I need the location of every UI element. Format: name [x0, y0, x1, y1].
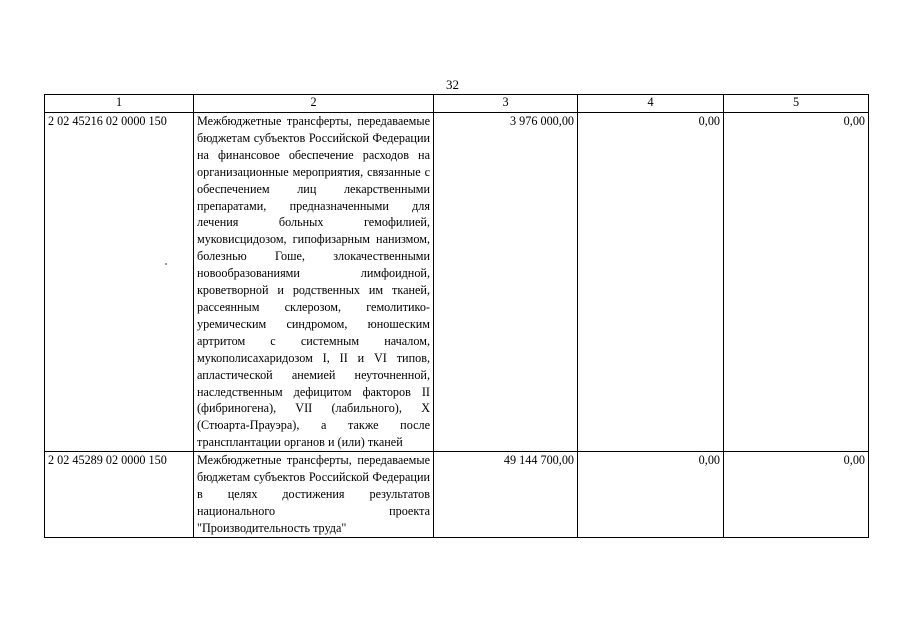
column-header-5: 5: [724, 95, 869, 113]
column-header-1: 1: [45, 95, 194, 113]
budget-code-cell: 2 02 45216 02 0000 150: [45, 113, 194, 452]
table-header-row: [45, 95, 869, 113]
amount-col3-cell: 3 976 000,00: [434, 113, 578, 452]
table-row: [45, 452, 869, 538]
budget-table: [44, 94, 869, 538]
amount-col4-cell: 0,00: [578, 113, 724, 452]
column-header-4: 4: [578, 95, 724, 113]
amount-col5-cell: 0,00: [724, 113, 869, 452]
table-row: [45, 113, 869, 452]
page-number: 32: [446, 77, 459, 92]
column-header-3: 3: [434, 95, 578, 113]
amount-col3-cell: 49 144 700,00: [434, 452, 578, 538]
description-cell: Межбюджетные трансферты, передаваемые бюджетам субъектов Российской Федерации на финансовое обеспечение расходов на организационные мероприятия, связанные с обеспечением лиц лекарственными препаратами, предназначенными для лечения больных гемофилией, муковисцидозом, гипофизарным нанизмом, болезнью Гоше, злокачественными новообразованиями лимфоидной, кроветворной и родственных им тканей, рассеянным склерозом, гемолитико-уремическим синдромом, юношеским артритом с системным началом, мукополисахаридозом I, II и VI типов, апластической анемией неуточненной, наследственным дефицитом факторов II (фибриногена), VII (лабильного), X (Стюарта-Прауэра), а также после трансплантации органов и (или) тканей: [194, 113, 434, 452]
amount-col4-cell: 0,00: [578, 452, 724, 538]
budget-code-cell: 2 02 45289 02 0000 150: [45, 452, 194, 538]
amount-col5-cell: 0,00: [724, 452, 869, 538]
column-header-2: 2: [194, 95, 434, 113]
description-cell: Межбюджетные трансферты, передаваемые бюджетам субъектов Российской Федерации в целях достижения результатов национального проекта "Производительность труда": [194, 452, 434, 538]
